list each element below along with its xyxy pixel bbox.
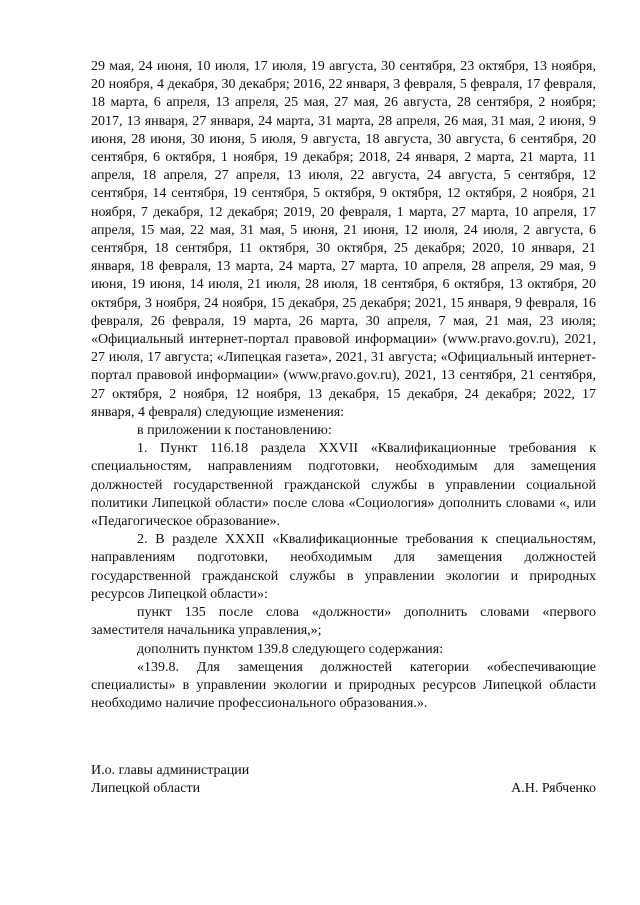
paragraph-appendix-intro: в приложении к постановлению:: [137, 423, 332, 439]
paragraph-item-2: 2. В разделе XXXII «Квалификационные требования к специальностям, направлениям подготовки, необходимым для замещения должностей государственной гражданской службы в управлении экологии и природных ресурсов Липецкой области»:: [91, 532, 596, 602]
paragraph-date-list: 29 мая, 24 июня, 10 июля, 17 июля, 19 августа, 30 сентября, 23 октября, 13 ноября, 20 ноября, 4 декабря, 30 декабря; 2016, 22 января, 3 февраля, 5 февраля, 17 февраля, 18 марта, 6 апреля, 13 апреля, 25 мая, 27 мая, 26 августа, 28 сентября, 2 ноября; 2017, 13 января, 27 января, 24 марта, 31 марта, 28 апреля, 26 мая, 31 мая, 2 июня, 9 июня, 28 июня, 30 июня, 5 июля, 9 августа, 18 августа, 30 августа, 6 сентября, 20 сентября, 6 октября, 1 ноября, 19 декабря; 2018, 24 января, 2 марта, 21 марта, 11 апреля, 18 апреля, 27 апреля, 13 июля, 22 августа, 24 августа, 5 сентября, 12 сентября, 14 сентября, 19 сентября, 5 октября, 9 октября, 12 октября, 2 ноября, 21 ноября, 7 декабря, 12 декабря; 2019, 20 февраля, 1 марта, 27 марта, 10 апреля, 17 апреля, 15 мая, 22 мая, 31 мая, 5 июня, 21 июня, 12 июля, 24 июля, 2 августа, 6 сентября, 18 сентября, 11 октября, 30 октября, 25 декабря; 2020, 10 января, 21 января, 18 февраля, 13 марта, 24 марта, 27 марта, 10 апреля, 28 апреля, 29 мая, 9 июня, 19 июня, 14 июля, 21 июля, 28 июля, 18 сентября, 6 октября, 13 октября, 20 октября, 3 ноября, 24 ноября, 15 декабря, 25 декабря; 2021, 15 января, 9 февраля, 16 февраля, 26 февраля, 19 марта, 26 марта, 30 апреля, 7 мая, 21 мая, 23 июля; «Официальный интернет-портал правовой информации» (www.pravo.gov.ru), 2021, 27 июля, 17 августа; «Липецкая газета», 2021, 31 августа; «Официальный интернет-портал правовой информации» (www.pravo.gov.ru), 2021, 13 сентября, 21 сентября, 27 октября, 2 ноября, 12 ноября, 13 декабря, 15 декабря, 24 декабря; 2022, 17 января, 4 февраля) следующие изменения:: [91, 59, 596, 420]
signature-block: [91, 762, 596, 798]
paragraph-add-point: дополнить пунктом 139.8 следующего содержания:: [137, 641, 444, 657]
signature-title-line1: И.о. главы администрации: [91, 763, 250, 778]
document-body: [91, 58, 596, 713]
paragraph-item-1: 1. Пункт 116.18 раздела XXVII «Квалификационные требования к специальностям, направлениям подготовки, необходимым для замещения должностей государственной гражданской службы в управлении социальной политики Липецкой области» после слова «Социология» дополнить словами «, или «Педагогическое образование».: [91, 441, 596, 530]
paragraph-point-135: пункт 135 после слова «должности» дополнить словами «первого заместителя начальника управления,»;: [91, 605, 596, 639]
signature-title-line2: Липецкой области: [91, 781, 201, 797]
paragraph-point-139-8: «139.8. Для замещения должностей категории «обеспечивающие специалисты» в управлении экологии и природных ресурсов Липецкой области необходимо наличие профессионального образования.».: [91, 659, 596, 712]
signatory-name: А.Н. Рябченко: [511, 781, 596, 797]
signature-row: [91, 780, 596, 798]
